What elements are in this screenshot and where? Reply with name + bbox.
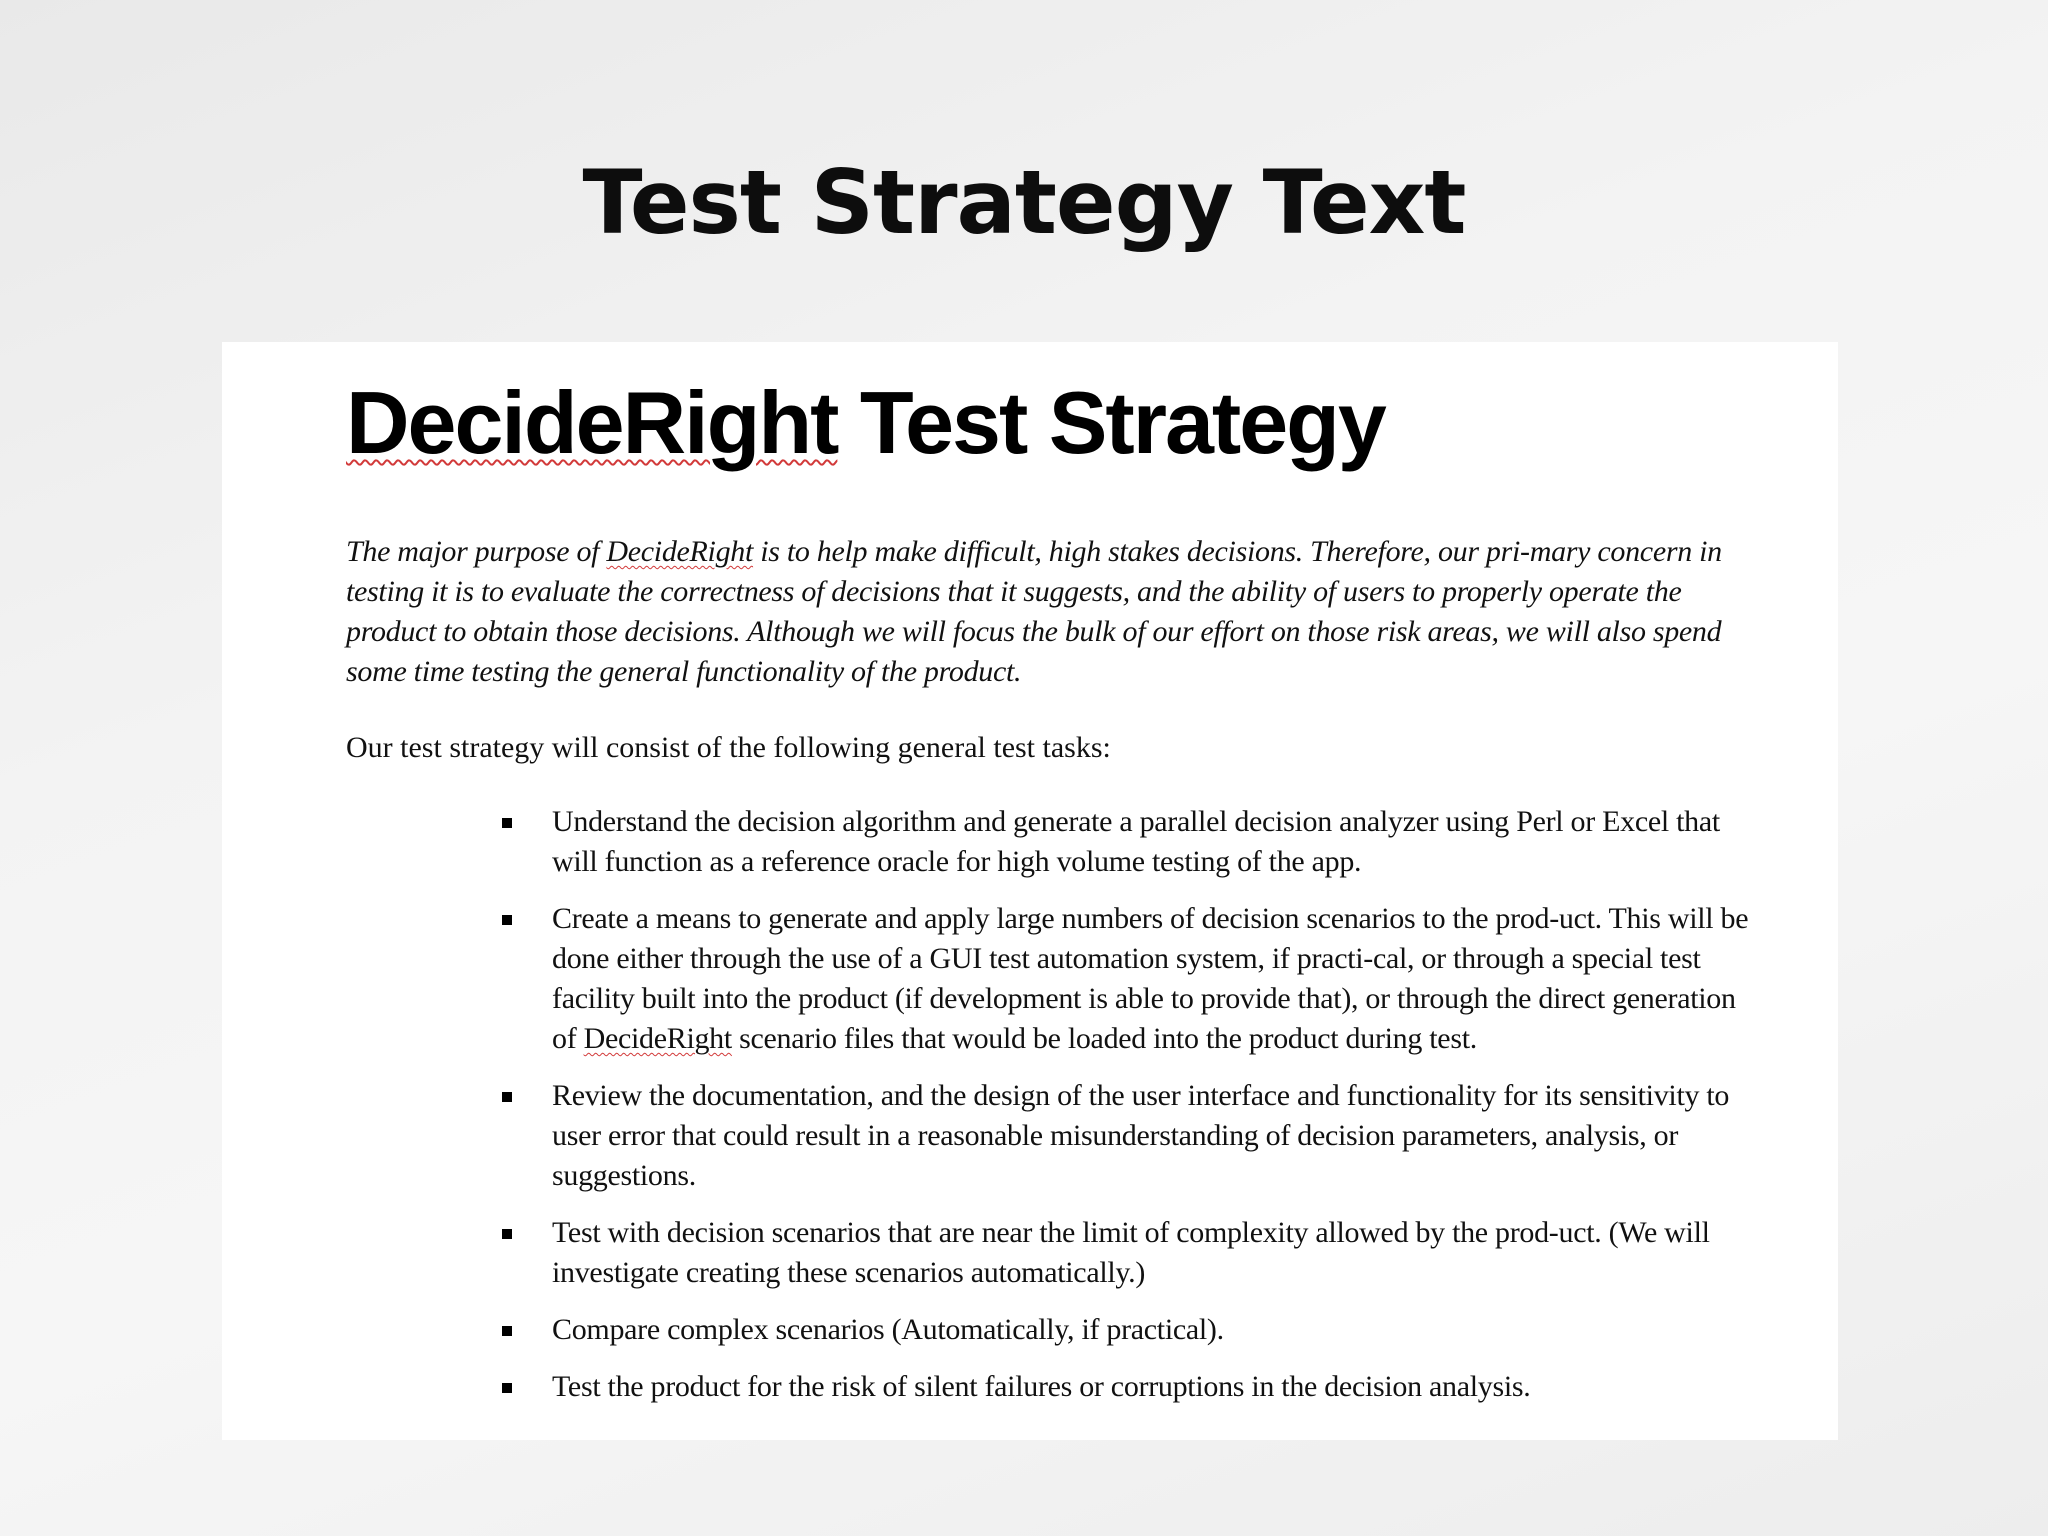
list-item-product-name: DecideRight [583,1022,732,1055]
list-item-text-before: Create a means to generate and apply large numbers of decision scenarios to the prod-uct. This will be done either through the use of a GUI test automation system, if practi-cal, or through a special test facility built into the product (if development is able to provide that), or through the direct generation of [552,902,1749,1055]
list-item [502,802,1762,882]
square-bullet-icon [502,1229,512,1239]
square-bullet-icon [502,915,512,925]
intro-product-name: DecideRight [606,535,754,568]
heading-rest: Test Strategy [837,373,1385,472]
intro-before: The major purpose of [346,535,607,568]
lead-paragraph: Our test strategy will consist of the following general test tasks: [346,731,1111,764]
document-heading [346,368,1385,478]
task-list [502,802,1762,1424]
list-item [502,1076,1762,1196]
intro-after: is to help make difficult, high stakes decisions. Therefore, our pri-mary concern in testing it is to evaluate the correctness of decisions that it suggests, and the ability of users to properly operate the product to obtain those decisions. Although we will focus the bulk of our effort on those risk areas, we will also spend some time testing the general functionality of the product. [346,535,1722,688]
list-item-text: Test the product for the risk of silent failures or corruptions in the decision analysis. [552,1370,1531,1403]
intro-paragraph [346,532,1726,692]
list-item-text: Review the documentation, and the design of the user interface and functionality for its sensitivity to user error that could result in a reasonable misunderstanding of decision parameters, analysis, or suggestions. [552,1079,1730,1192]
list-item [502,1213,1762,1293]
list-item-text-after: scenario files that would be loaded into the product during test. [731,1022,1477,1055]
square-bullet-icon [502,1326,512,1336]
list-item [502,899,1762,1059]
square-bullet-icon [502,1383,512,1393]
slide-title: Test Strategy Text [582,151,1466,254]
list-item [502,1367,1762,1407]
document-screenshot [222,342,1838,1440]
heading-product-name: DecideRight [346,373,838,472]
square-bullet-icon [502,818,512,828]
list-item-text: Test with decision scenarios that are near the limit of complexity allowed by the prod-uct. (We will investigate creating these scenarios automatically.) [552,1216,1710,1289]
list-item [502,1310,1762,1350]
list-item-text: Understand the decision algorithm and generate a parallel decision analyzer using Perl or Excel that will function as a reference oracle for high volume testing of the app. [552,805,1720,878]
square-bullet-icon [502,1092,512,1102]
list-item-text: Compare complex scenarios (Automatically, if practical). [552,1313,1224,1346]
